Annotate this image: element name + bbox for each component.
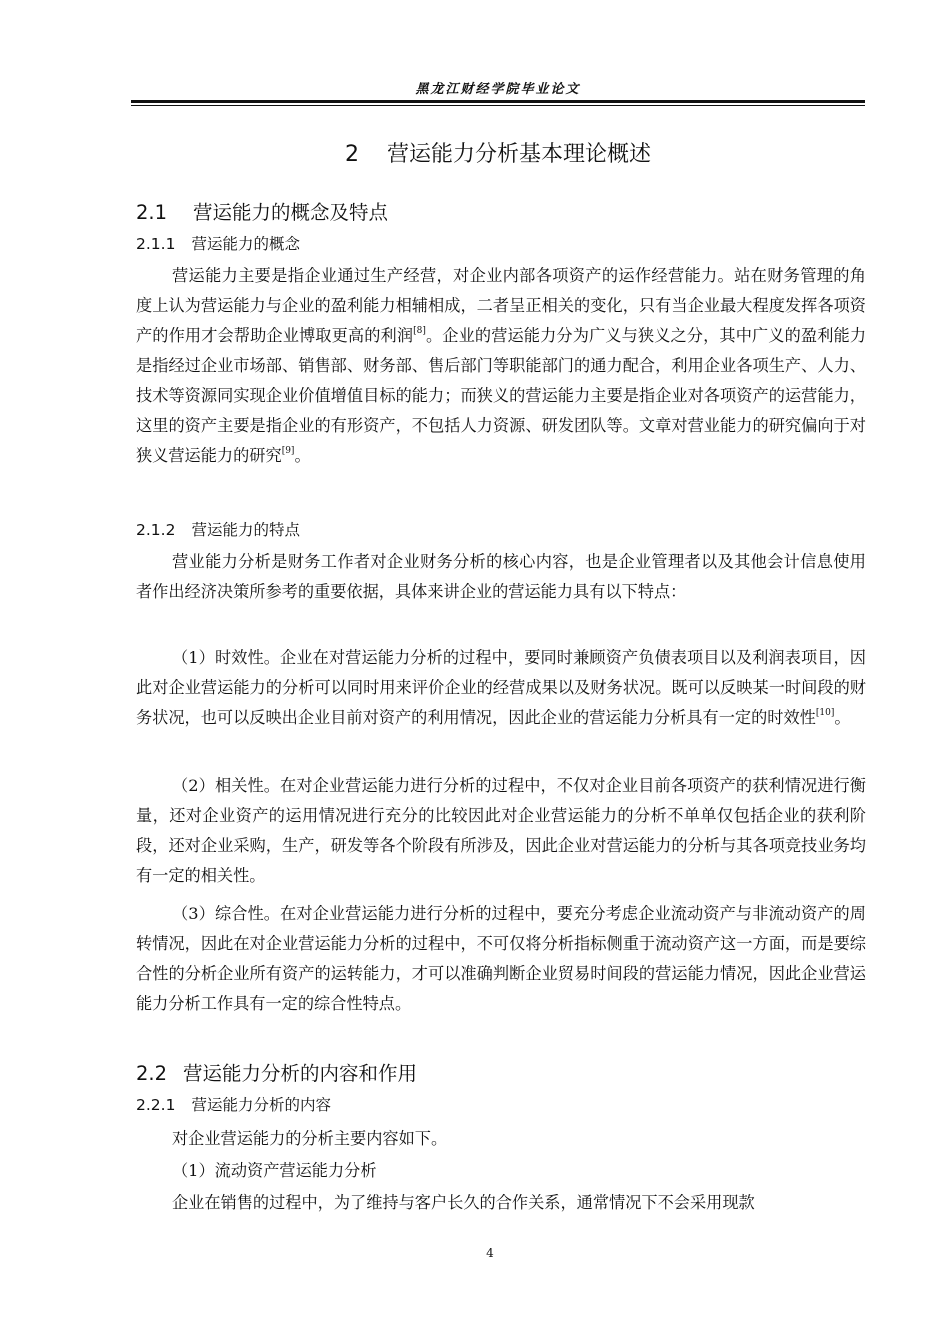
chapter-number: 2 [344, 142, 359, 167]
subsection-heading-text: 营运能力的概念 [191, 235, 300, 253]
subsection-number: 2.1.1 [136, 235, 176, 253]
section-heading-text: 营运能力的概念及特点 [193, 201, 389, 224]
subsection-heading-2-1-2 [136, 519, 300, 541]
chapter-title [133, 140, 863, 170]
section-heading-2-1 [136, 200, 388, 226]
paragraph-text: 。 [294, 446, 311, 465]
paragraph-sales-intro: 企业在销售的过程中，为了维持与客户长久的合作关系，通常情况下不会采用现款 [172, 1193, 755, 1212]
header-rule-thick [131, 100, 865, 103]
paragraph-list-item: （1）流动资产营运能力分析 [172, 1161, 377, 1180]
paragraph-content-intro: 对企业营运能力的分析主要内容如下。 [172, 1129, 448, 1148]
section-heading-text: 营运能力分析的内容和作用 [183, 1062, 418, 1085]
paragraph-text: （1）时效性。企业在对营运能力分析的过程中，要同时兼顾资产负债表项目以及利润表项目，因此对企业营运能力的分析可以同时用来评价企业的经营成果以及财务状况。既可以反映某一时间段的财务状况，也可以反映出企业目前对资产的利用情况，因此企业的营运能力分析具有一定的时效性 [136, 648, 866, 727]
paragraph-text: 。 [834, 708, 851, 727]
paragraph-text: 营运能力主要是指企业通过生产经营，对企业内部各项资产的运作经营能力。站在财务管理的角度上认为营运能力与企业的盈利能力相辅相成，二者呈正相关的变化，只有当企业最大程度发挥各项资产的作用才会帮助企业博取更高的利润 [136, 266, 866, 345]
section-number: 2.1 [136, 201, 168, 224]
chapter-heading-text: 营运能力分析基本理论概述 [386, 142, 651, 167]
subsection-heading-2-2-1 [136, 1094, 331, 1116]
citation: [9] [281, 446, 295, 456]
subsection-heading-2-1-1 [136, 233, 300, 255]
section-number: 2.2 [136, 1062, 168, 1085]
section-heading-2-2 [136, 1061, 417, 1087]
citation: [8] [413, 326, 426, 336]
subsection-heading-text: 营运能力的特点 [191, 521, 300, 539]
citation: [10] [815, 708, 835, 718]
paragraph-features-intro: 营业能力分析是财务工作者对企业财务分析的核心内容，也是企业管理者以及其他会计信息使用者作出经济决策所参考的重要依据，具体来讲企业的营运能力具有以下特点： [136, 552, 866, 601]
subsection-heading-text: 营运能力分析的内容 [191, 1096, 331, 1114]
paragraph-timeliness [136, 643, 866, 733]
paragraph-text: 。企业的营运能力分为广义与狭义之分，其中广义的盈利能力是指经过企业市场部、销售部、财务部、售后部门等职能部门的通力配合，利用企业各项生产、人力、技术等资源同实现企业价值增值目标的能力；而狭义的营运能力主要是指企业对各项资产的运营能力，这里的资产主要是指企业的有形资产，不包括人力资源、研发团队等。文章对营业能力的研究偏向于对狭义营运能力的研究 [136, 326, 867, 465]
paragraph-relevance: （2）相关性。在对企业营运能力进行分析的过程中，不仅对企业目前各项资产的获利情况进行衡量，还对企业资产的运用情况进行充分的比较因此对企业营运能力的分析不单单仅包括企业的获利阶段，还对企业采购，生产，研发等各个阶段有所涉及，因此企业对营运能力的分析与其各项竞技业务均有一定的相关性。 [136, 776, 866, 885]
subsection-number: 2.1.2 [136, 521, 176, 539]
paragraph-concept [136, 261, 866, 471]
page-number: 4 [486, 1246, 494, 1260]
paragraph-comprehensiveness: （3）综合性。在对企业营运能力进行分析的过程中，要充分考虑企业流动资产与非流动资产的周转情况，因此在对企业营运能力分析的过程中，不可仅将分析指标侧重于流动资产这一方面，而是要综合性的分析企业所有资产的运转能力，才可以准确判断企业贸易时间段的营运能力情况，因此企业营运能力分析工作具有一定的综合性特点。 [136, 904, 866, 1013]
header-rule-thin [131, 105, 865, 106]
running-header: 黑龙江财经学院毕业论文 [415, 82, 581, 97]
subsection-number: 2.2.1 [136, 1096, 176, 1114]
